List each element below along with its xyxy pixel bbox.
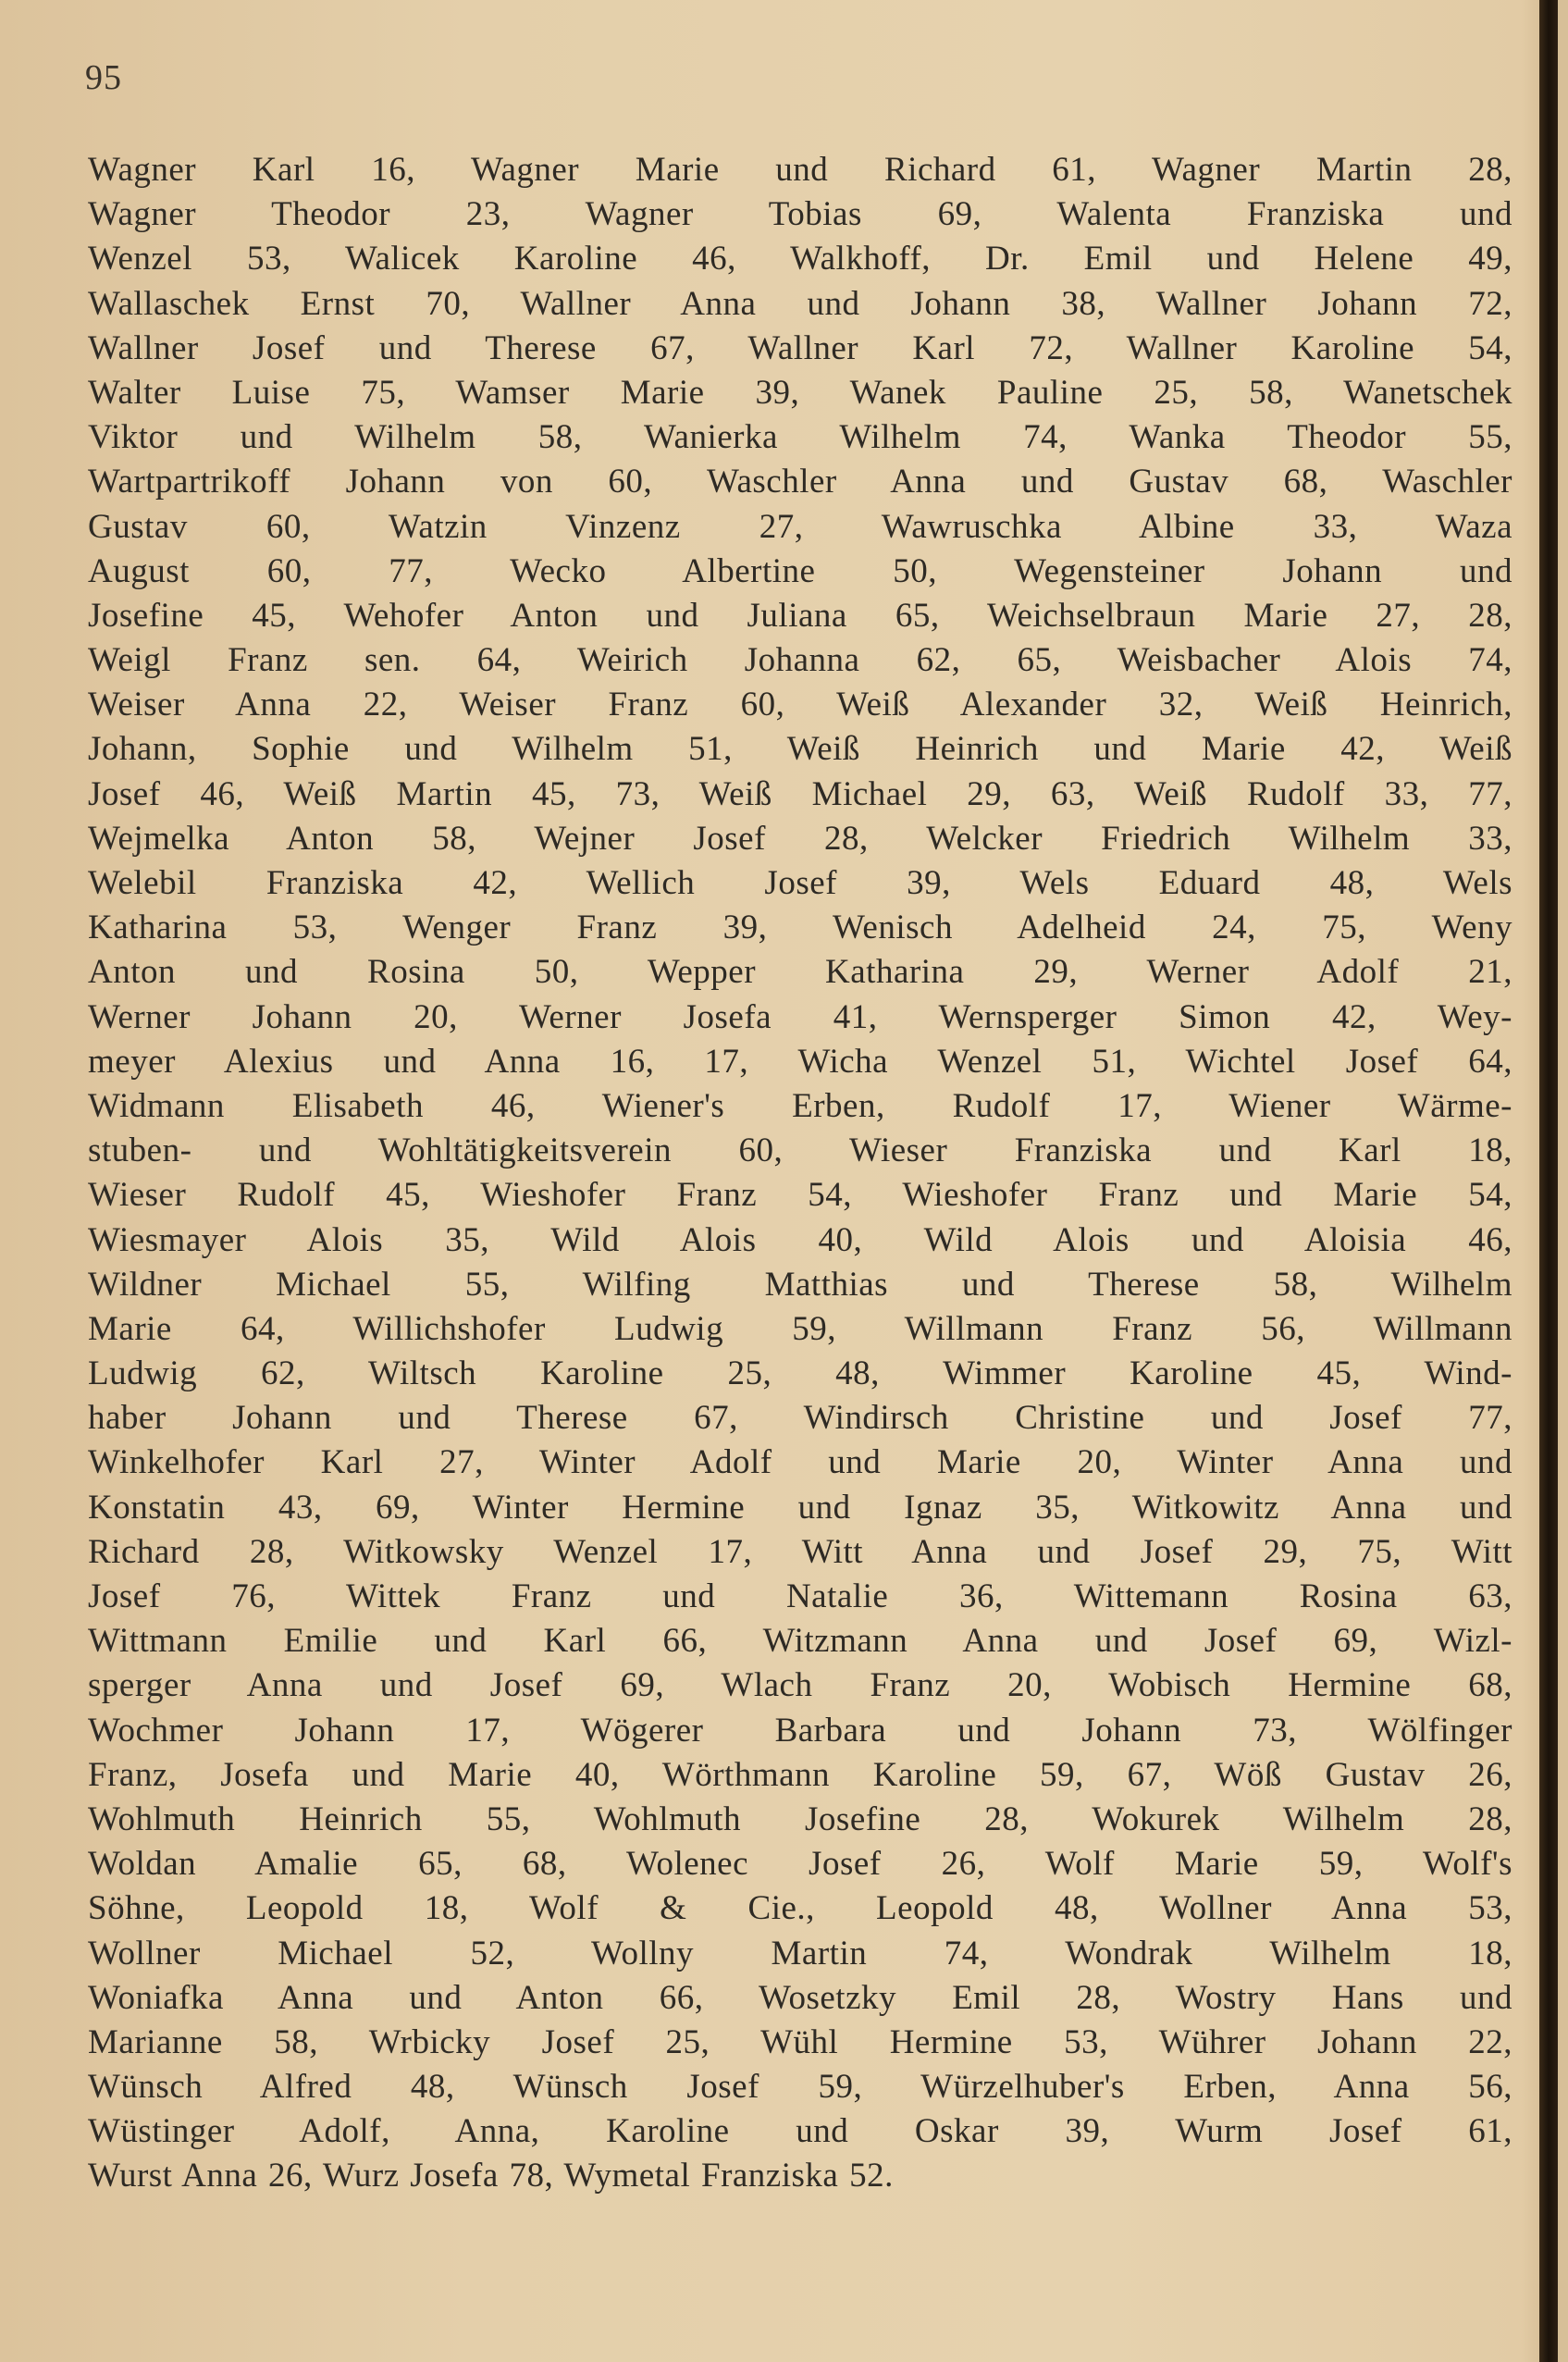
text-line: Anton und Rosina 50, Wepper Katharina 29, Werner Adolf 21, [88,953,1512,992]
text-line: Weiser Anna 22, Weiser Franz 60, Weiß Alexander 32, Weiß Heinrich, [88,686,1512,724]
text-line: Winkelhofer Karl 27, Winter Adolf und Marie 20, Winter Anna und [88,1443,1512,1482]
text-line: Wüstinger Adolf, Anna, Karoline und Oskar 39, Wurm Josef 61, [88,2112,1512,2151]
text-line: Viktor und Wilhelm 58, Wanierka Wilhelm 74, Wanka Theodor 55, [88,418,1512,457]
text-line: Wejmelka Anton 58, Wejner Josef 28, Welcker Friedrich Wilhelm 33, [88,819,1512,858]
text-line: stuben- und Wohltätigkeitsverein 60, Wieser Franziska und Karl 18, [88,1132,1512,1170]
adjacent-page-edge [1558,0,1568,2362]
text-line: Söhne, Leopold 18, Wolf & Cie., Leopold 48, Wollner Anna 53, [88,1889,1512,1928]
text-line: Gustav 60, Watzin Vinzenz 27, Wawruschka Albine 33, Waza [88,507,1512,546]
text-line: Marianne 58, Wrbicky Josef 25, Wühl Hermine 53, Wührer Johann 22, [88,2022,1512,2061]
text-line: sperger Anna und Josef 69, Wlach Franz 20, Wobisch Hermine 68, [88,1666,1512,1705]
text-line: Wenzel 53, Walicek Karoline 46, Walkhoff, Dr. Emil und Helene 49, [88,240,1512,278]
text-line: Wurst Anna 26, Wurz Josefa 78, Wymetal Franziska 52. [88,2157,894,2195]
text-line: Josefine 45, Wehofer Anton und Juliana 65, Weichselbraun Marie 27, 28, [88,596,1512,635]
text-line: Wagner Theodor 23, Wagner Tobias 69, Walenta Franziska und [88,195,1512,234]
text-line: Weigl Franz sen. 64, Weirich Johanna 62, 65, Weisbacher Alois 74, [88,641,1512,680]
book-spine-edge [1539,0,1558,2362]
text-line: Konstatin 43, 69, Winter Hermine und Ignaz 35, Witkowitz Anna und [88,1488,1512,1527]
text-line: Walter Luise 75, Wamser Marie 39, Wanek Pauline 25, 58, Wanetschek [88,373,1512,412]
text-line: Josef 76, Wittek Franz und Natalie 36, Wittemann Rosina 63, [88,1577,1512,1615]
text-line: Wochmer Johann 17, Wögerer Barbara und Johann 73, Wölfinger [88,1711,1512,1750]
text-line: Widmann Elisabeth 46, Wiener's Erben, Rudolf 17, Wiener Wärme- [88,1086,1512,1125]
index-text-block [88,148,1512,2199]
text-line: Woniafka Anna und Anton 66, Wosetzky Emil 28, Wostry Hans und [88,1978,1512,2017]
text-line: Richard 28, Witkowsky Wenzel 17, Witt Anna und Josef 29, 75, Witt [88,1532,1512,1571]
text-line: Wünsch Alfred 48, Wünsch Josef 59, Würzelhuber's Erben, Anna 56, [88,2068,1512,2107]
text-line: Josef 46, Weiß Martin 45, 73, Weiß Michael 29, 63, Weiß Rudolf 33, 77, [88,774,1512,813]
text-line: haber Johann und Therese 67, Windirsch Christine und Josef 77, [88,1399,1512,1438]
text-line: Wagner Karl 16, Wagner Marie und Richard 61, Wagner Martin 28, [88,151,1512,189]
text-line: Wiesmayer Alois 35, Wild Alois 40, Wild Alois und Aloisia 46, [88,1220,1512,1259]
text-line: Woldan Amalie 65, 68, Wolenec Josef 26, Wolf Marie 59, Wolf's [88,1845,1512,1884]
text-line: Wohlmuth Heinrich 55, Wohlmuth Josefine 28, Wokurek Wilhelm 28, [88,1799,1512,1838]
text-line: Marie 64, Willichshofer Ludwig 59, Willmann Franz 56, Willmann [88,1309,1512,1348]
text-line: Welebil Franziska 42, Wellich Josef 39, Wels Eduard 48, Wels [88,864,1512,902]
text-line: Wollner Michael 52, Wollny Martin 74, Wondrak Wilhelm 18, [88,1934,1512,1972]
text-line: Werner Johann 20, Werner Josefa 41, Wernsperger Simon 42, Wey- [88,997,1512,1036]
text-line: Franz, Josefa und Marie 40, Wörthmann Karoline 59, 67, Wöß Gustav 26, [88,1755,1512,1794]
text-line: Wieser Rudolf 45, Wieshofer Franz 54, Wieshofer Franz und Marie 54, [88,1176,1512,1215]
text-line: Wallaschek Ernst 70, Wallner Anna und Johann 38, Wallner Johann 72, [88,284,1512,323]
text-line: Wittmann Emilie und Karl 66, Witzmann Anna und Josef 69, Wizl- [88,1622,1512,1661]
text-line: August 60, 77, Wecko Albertine 50, Wegensteiner Johann und [88,551,1512,590]
text-line: Wildner Michael 55, Wilfing Matthias und Therese 58, Wilhelm [88,1265,1512,1304]
text-line: meyer Alexius und Anna 16, 17, Wicha Wenzel 51, Wichtel Josef 64, [88,1042,1512,1081]
text-line: Johann, Sophie und Wilhelm 51, Weiß Heinrich und Marie 42, Weiß [88,730,1512,769]
text-line: Ludwig 62, Wiltsch Karoline 25, 48, Wimmer Karoline 45, Wind- [88,1354,1512,1393]
page-number: 95 [85,58,122,97]
text-line: Wartpartrikoff Johann von 60, Waschler Anna und Gustav 68, Waschler [88,463,1512,501]
text-line: Wallner Josef und Therese 67, Wallner Karl 72, Wallner Karoline 54, [88,328,1512,367]
text-line: Katharina 53, Wenger Franz 39, Wenisch Adelheid 24, 75, Weny [88,909,1512,947]
